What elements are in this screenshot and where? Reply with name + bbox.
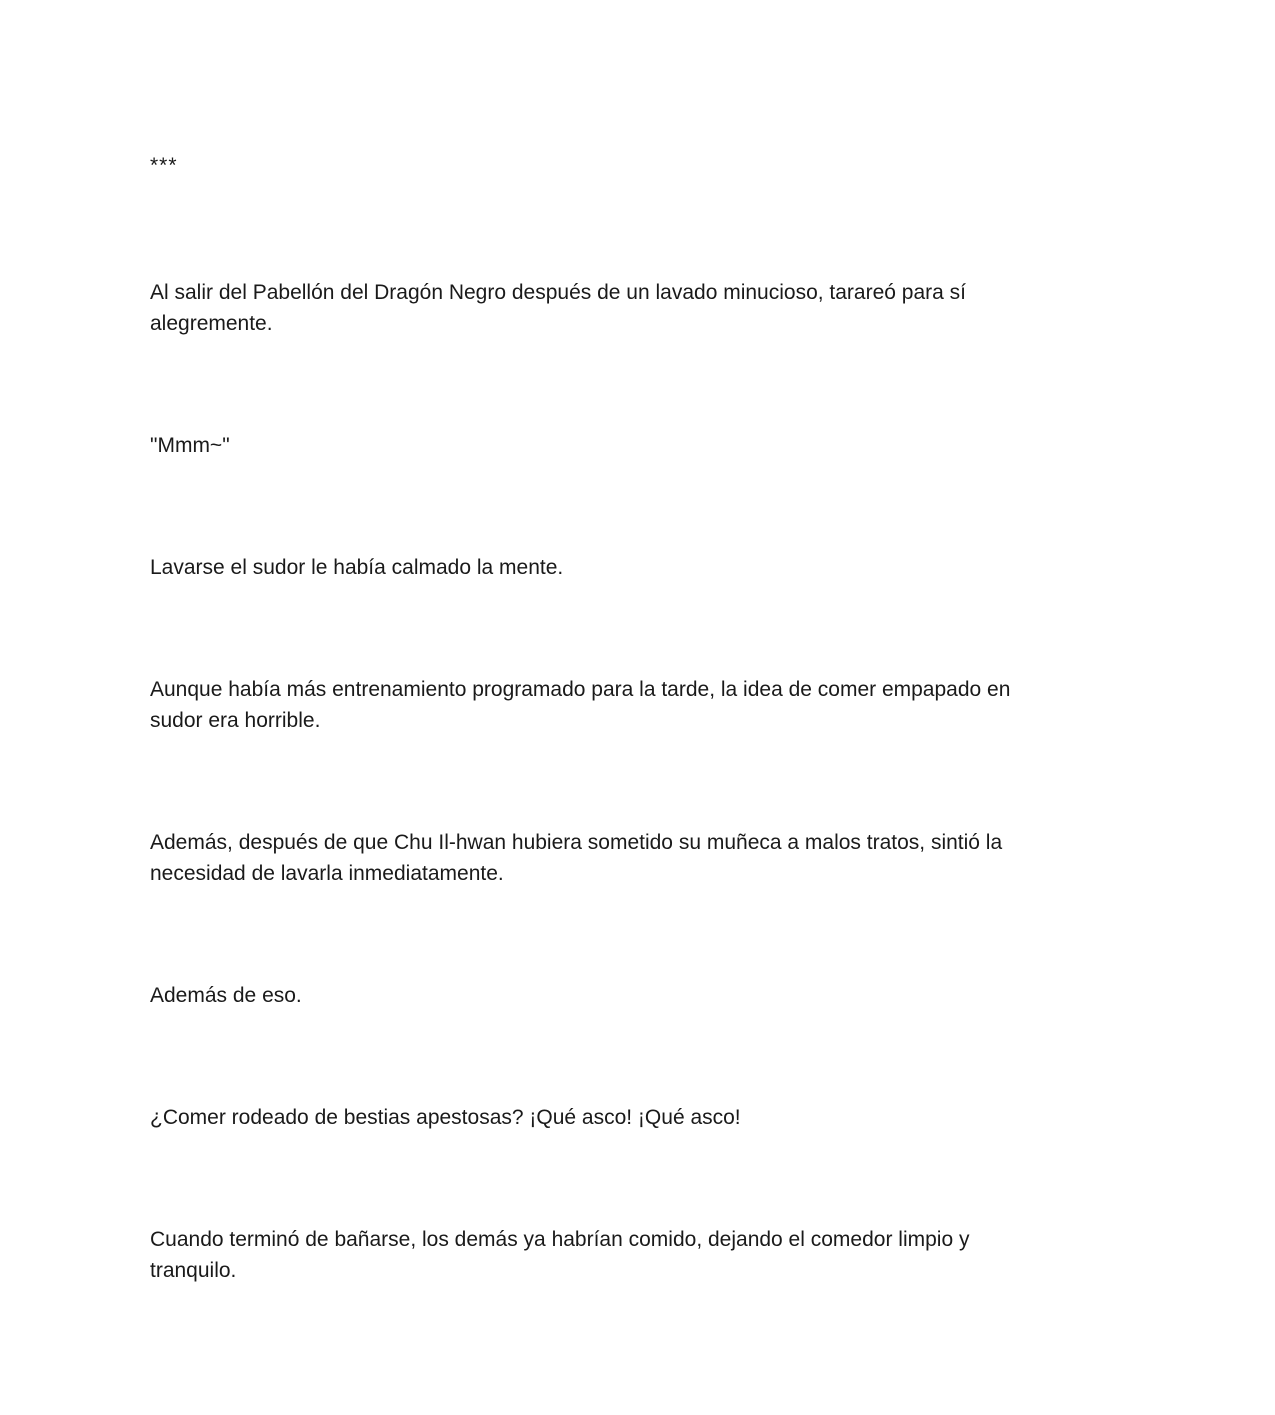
- paragraph: Lavarse el sudor le había calmado la mente.: [150, 556, 564, 579]
- paragraph: Al salir del Pabellón del Dragón Negro después de un lavado minucioso, tarareó para sí alegremente.: [150, 281, 966, 335]
- paragraph: Además de eso.: [150, 984, 302, 1007]
- paragraph: Aunque había más entrenamiento programado para la tarde, la idea de comer empapado en sudor era horrible.: [150, 678, 1011, 732]
- paragraph: "Mmm~": [150, 434, 230, 457]
- section-separator: ***: [150, 154, 178, 177]
- paragraph: ¿Comer rodeado de bestias apestosas? ¡Qué asco! ¡Qué asco!: [150, 1106, 741, 1129]
- paragraph: Cuando terminó de bañarse, los demás ya habrían comido, dejando el comedor limpio y tranquilo.: [150, 1228, 970, 1282]
- paragraph: Además, después de que Chu Il-hwan hubiera sometido su muñeca a malos tratos, sintió la necesidad de lavarla inmediatamente.: [150, 831, 1003, 885]
